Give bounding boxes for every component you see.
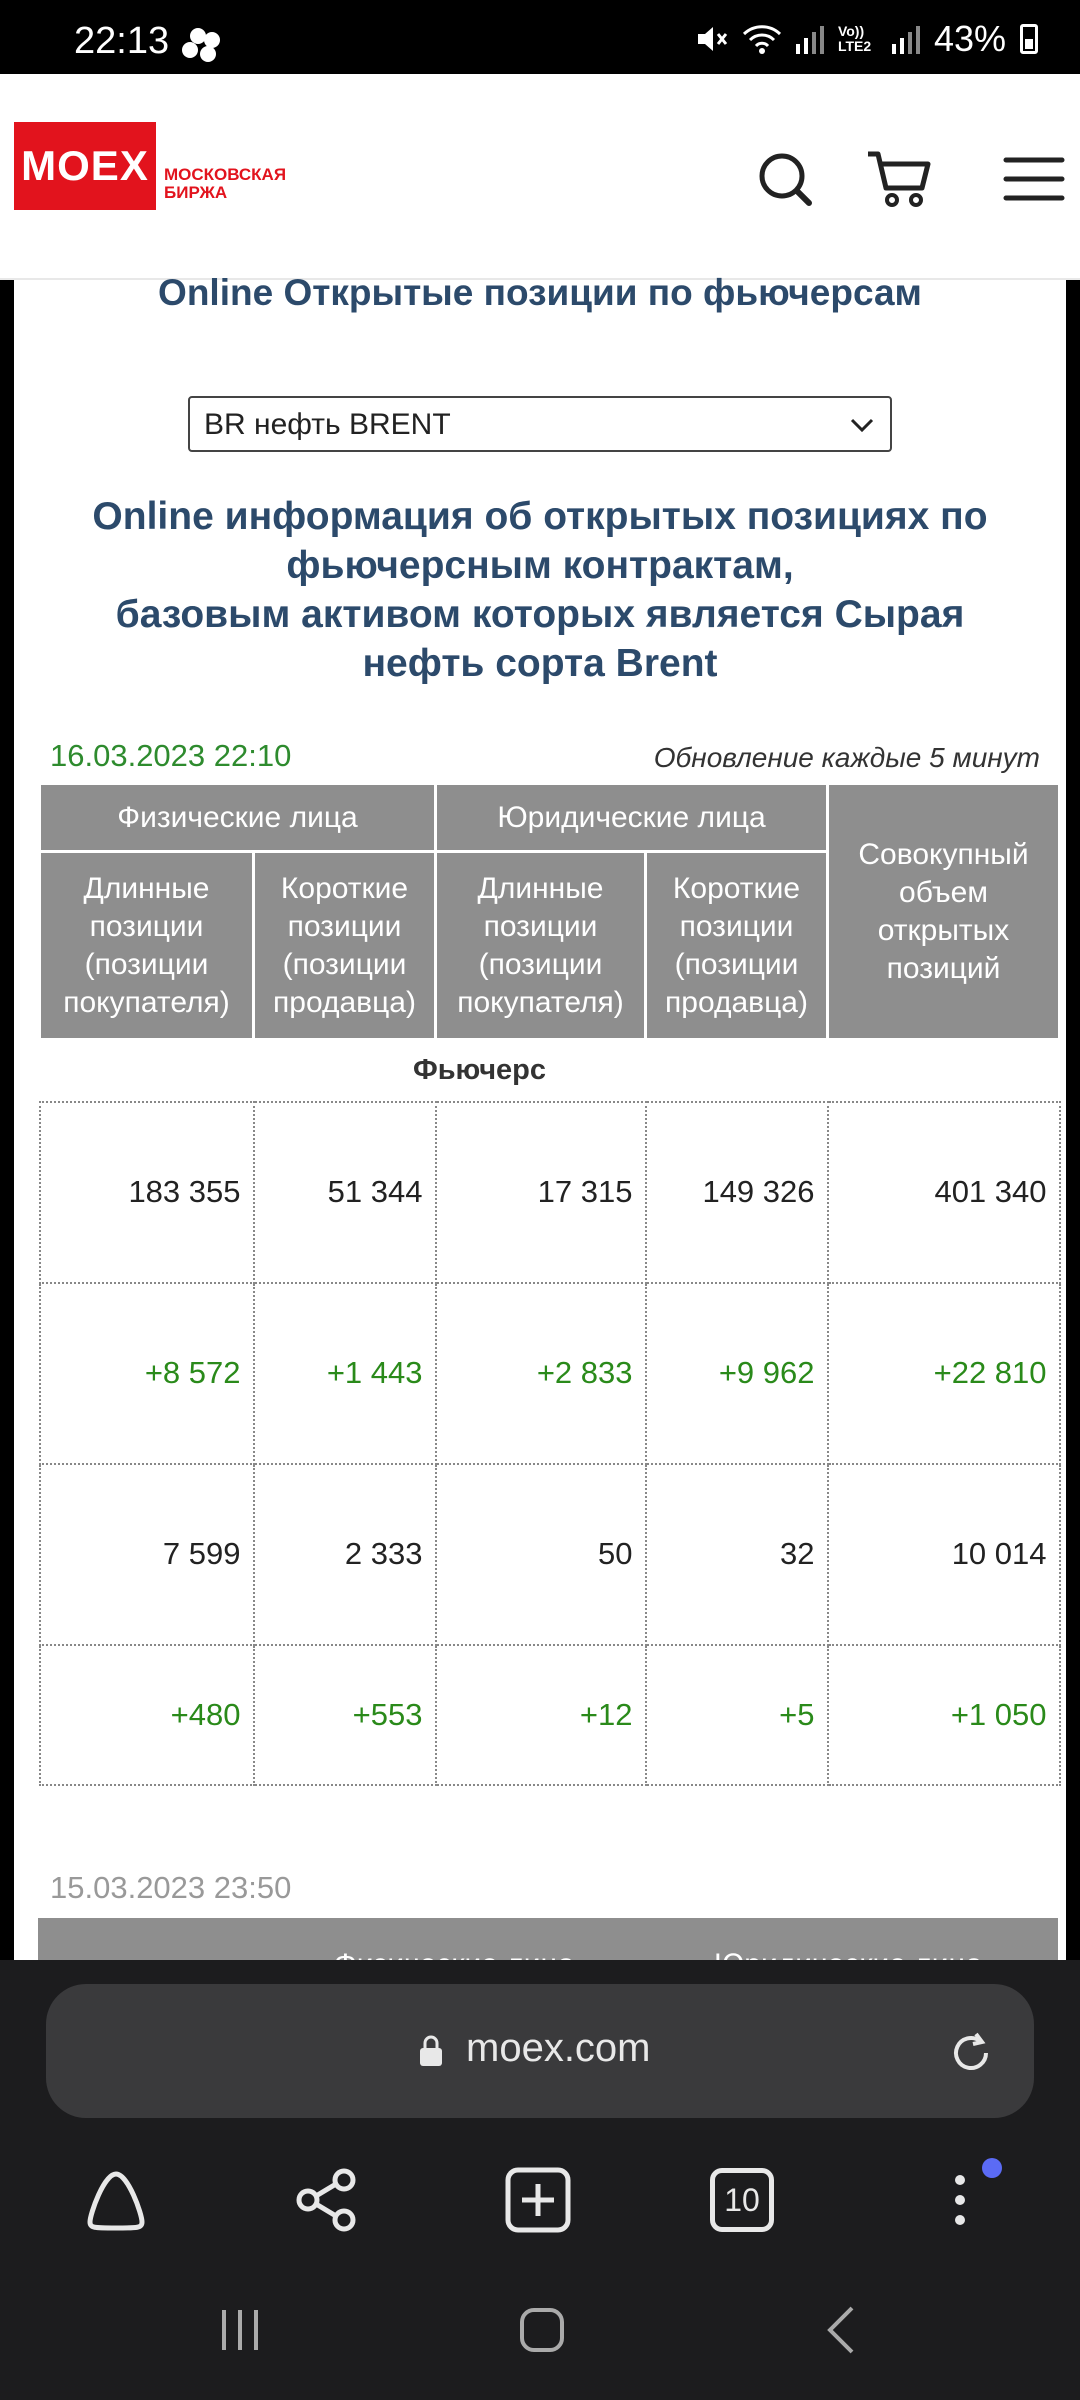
header-individuals: Физические лица bbox=[40, 784, 436, 852]
table-row bbox=[40, 1645, 1060, 1785]
header-total: Совокупный объем открытых позиций bbox=[828, 784, 1060, 1040]
recent-apps-icon[interactable] bbox=[210, 2300, 270, 2360]
header-short-individuals: Короткие позиции (позиции продавца) bbox=[254, 852, 436, 1040]
battery-percent: 43% bbox=[933, 18, 1006, 59]
table-cell: 7 599 bbox=[40, 1464, 254, 1645]
table-cell: 10 014 bbox=[828, 1464, 1060, 1645]
section-title-line1: Online информация об открытых позициях по bbox=[92, 495, 988, 538]
table-cell: +2 833 bbox=[436, 1283, 646, 1464]
status-bar bbox=[0, 0, 1080, 74]
header-long-legal: Длинные позиции (позиции покупателя) bbox=[436, 852, 646, 1040]
status-time: 22:13 bbox=[74, 20, 170, 62]
mute-icon bbox=[694, 22, 728, 56]
table-row bbox=[40, 1464, 1060, 1645]
datetime-previous: 15.03.2023 23:50 bbox=[50, 1870, 292, 1905]
header-short-legal: Короткие позиции (позиции продавца) bbox=[646, 852, 828, 1040]
home-button-icon[interactable] bbox=[512, 2300, 572, 2360]
notification-icon bbox=[182, 28, 222, 62]
page-content bbox=[14, 272, 1066, 1960]
menu-icon[interactable] bbox=[998, 144, 1068, 214]
header-legal-entities: Юридические лица bbox=[436, 784, 828, 852]
site-header bbox=[0, 74, 1080, 280]
header-long-individuals: Длинные позиции (позиции покупателя) bbox=[40, 852, 254, 1040]
table-cell: 183 355 bbox=[40, 1102, 254, 1283]
table-row bbox=[40, 1283, 1060, 1464]
logo-text-line2: БИРЖА bbox=[164, 183, 228, 202]
table-cell: +553 bbox=[254, 1645, 436, 1785]
browser-toolbar bbox=[0, 1960, 1080, 2400]
tabs-button[interactable]: 10 bbox=[710, 2168, 774, 2232]
url-text: moex.com bbox=[466, 2026, 651, 2070]
table-cell: 2 333 bbox=[254, 1464, 436, 1645]
table-cell: +22 810 bbox=[828, 1283, 1060, 1464]
section-title-line4: нефть сорта Brent bbox=[362, 642, 718, 685]
back-icon[interactable] bbox=[814, 2300, 874, 2360]
section-label: Фьючерс bbox=[412, 1054, 547, 1087]
instrument-select[interactable] bbox=[188, 396, 892, 452]
table-row bbox=[40, 1102, 1060, 1283]
signal-icon-2 bbox=[892, 24, 920, 54]
status-indicators bbox=[694, 18, 1038, 60]
network-label: Vo)) LTE2 bbox=[837, 23, 872, 54]
table-cell: +480 bbox=[40, 1645, 254, 1785]
table-cell: 50 bbox=[436, 1464, 646, 1645]
table-cell: 51 344 bbox=[254, 1102, 436, 1283]
datetime: 16.03.2023 22:10 bbox=[50, 738, 292, 773]
moex-logo[interactable]: MOEX bbox=[14, 122, 156, 210]
update-note: Обновление каждые 5 минут bbox=[653, 742, 1040, 773]
new-tab-icon[interactable] bbox=[498, 2160, 578, 2240]
table-cell: +8 572 bbox=[40, 1283, 254, 1464]
section-title bbox=[44, 492, 1036, 688]
table-cell: +5 bbox=[646, 1645, 828, 1785]
lock-icon bbox=[418, 2034, 444, 2068]
table-cell: +9 962 bbox=[646, 1283, 828, 1464]
select-value: BR нефть BRENT bbox=[204, 408, 451, 441]
home-icon[interactable] bbox=[76, 2160, 156, 2240]
section-title-line3: базовым активом которых является Сырая bbox=[115, 593, 965, 636]
logo-text bbox=[164, 166, 286, 202]
page-title: Online Открытые позиции по фьючерсам bbox=[158, 272, 922, 313]
table-cell: 149 326 bbox=[646, 1102, 828, 1283]
signal-icon bbox=[796, 24, 824, 54]
section-title-line2: фьючерсным контрактам, bbox=[286, 544, 794, 587]
table-cell: +1 050 bbox=[828, 1645, 1060, 1785]
table-cell: +1 443 bbox=[254, 1283, 436, 1464]
battery-icon bbox=[1020, 24, 1038, 54]
chevron-down-icon bbox=[848, 410, 876, 438]
more-options-icon[interactable] bbox=[920, 2160, 1000, 2240]
logo-text-line1: МОСКОВСКАЯ bbox=[164, 165, 287, 184]
cart-icon[interactable] bbox=[864, 144, 934, 214]
search-icon[interactable] bbox=[750, 144, 820, 214]
share-icon[interactable] bbox=[286, 2160, 366, 2240]
table-cell: 401 340 bbox=[828, 1102, 1060, 1283]
positions-table bbox=[38, 782, 1061, 1786]
address-bar[interactable] bbox=[46, 1984, 1034, 2118]
reload-icon[interactable] bbox=[946, 2028, 996, 2078]
table-cell: +12 bbox=[436, 1645, 646, 1785]
wifi-icon bbox=[742, 22, 782, 56]
table-cell: 32 bbox=[646, 1464, 828, 1645]
table-cell: 17 315 bbox=[436, 1102, 646, 1283]
